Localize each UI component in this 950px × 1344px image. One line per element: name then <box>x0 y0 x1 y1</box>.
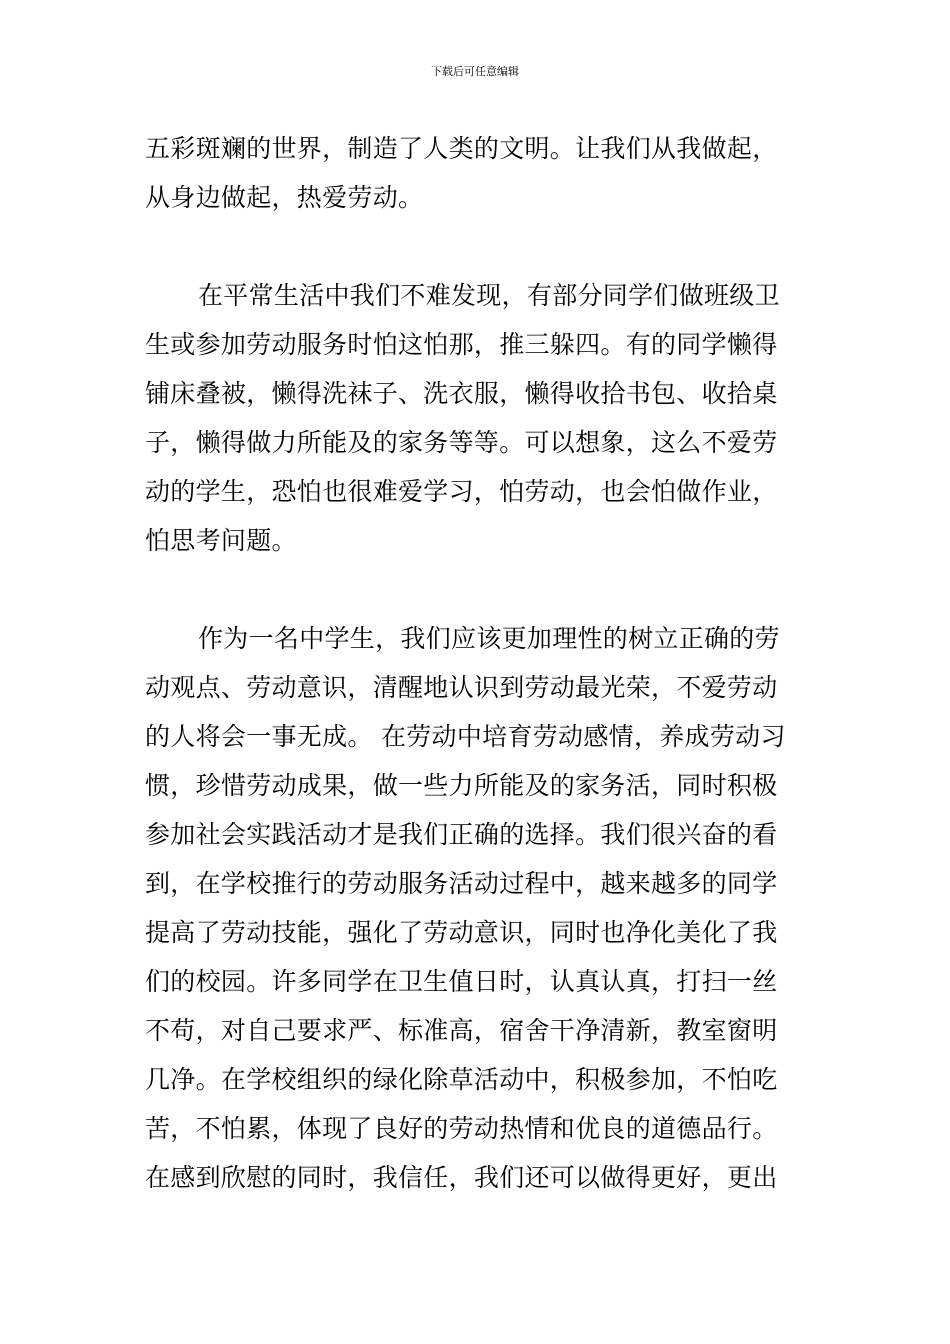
paragraph-2 <box>145 271 810 565</box>
text-line: 从身边做起，热爱劳动。 <box>145 183 424 212</box>
document-body <box>145 124 810 1202</box>
paragraph-3 <box>145 614 810 1202</box>
text-line: 作为一名中学生，我们应该更加理性的树立正确的劳 <box>198 624 780 653</box>
text-line: 五彩斑斓的世界，制造了人类的文明。让我们从我做起， <box>145 134 778 163</box>
text-line: 几净。在学校组织的绿化除草活动中，积极参加，不怕吃 <box>145 1065 778 1094</box>
paragraph-gap <box>145 222 810 271</box>
page-header: 下载后可任意编辑 <box>431 65 519 78</box>
text-line: 铺床叠被，懒得洗袜子、洗衣服，懒得收拾书包、收拾桌 <box>145 379 778 408</box>
text-line: 苦，不怕累，体现了良好的劳动热情和优良的道德品行。 <box>145 1114 778 1143</box>
text-line: 的人将会一事无成。 在劳动中培育劳动感情，养成劳动习 <box>145 722 786 751</box>
text-line: 们的校园。许多同学在卫生值日时，认真认真，打扫一丝 <box>145 967 778 996</box>
text-line: 生或参加劳动服务时怕这怕那，推三躲四。有的同学懒得 <box>145 330 778 359</box>
text-line: 提高了劳动技能，强化了劳动意识，同时也净化美化了我 <box>145 918 778 947</box>
paragraph-gap <box>145 565 810 614</box>
paragraph-1 <box>145 124 810 222</box>
text-line: 子，懒得做力所能及的家务等等。可以想象，这么不爱劳 <box>145 428 778 457</box>
text-line: 惯，珍惜劳动成果，做一些力所能及的家务活，同时积极 <box>145 771 778 800</box>
text-line: 动的学生，恐怕也很难爱学习，怕劳动，也会怕做作业， <box>145 477 778 506</box>
text-line: 不苟，对自己要求严、标准高，宿舍干净清新，教室窗明 <box>145 1016 778 1045</box>
text-line: 参加社会实践活动才是我们正确的选择。我们很兴奋的看 <box>145 820 778 849</box>
text-line: 到，在学校推行的劳动服务活动过程中，越来越多的同学 <box>145 869 778 898</box>
text-line: 在感到欣慰的同时，我信任，我们还可以做得更好，更出 <box>145 1163 778 1192</box>
text-line: 怕思考问题。 <box>145 526 297 555</box>
text-line: 动观点、劳动意识，清醒地认识到劳动最光荣，不爱劳动 <box>145 673 778 702</box>
text-line: 在平常生活中我们不难发现，有部分同学们做班级卫 <box>198 281 780 310</box>
